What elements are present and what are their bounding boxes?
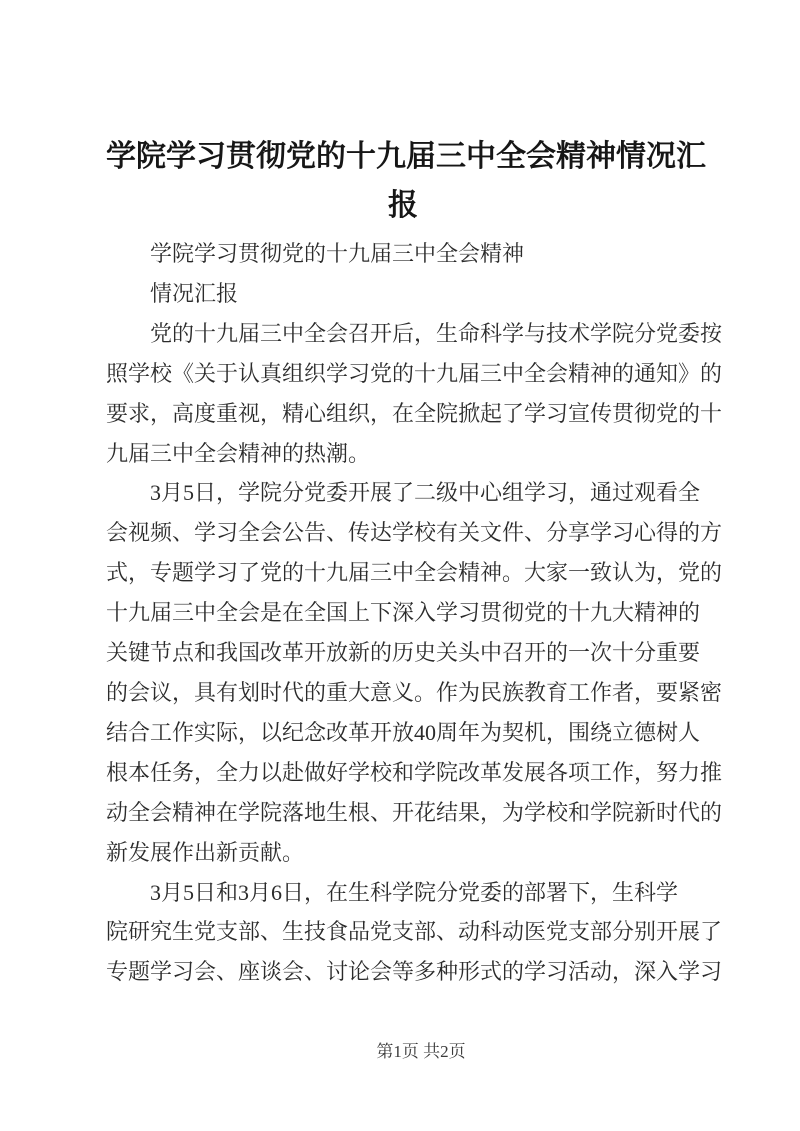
document-body xyxy=(106,234,723,992)
body-line: 式，专题学习了党的十九届三中全会精神。大家一致认为，党的 xyxy=(106,560,723,586)
document-content xyxy=(106,132,723,992)
body-line: 新发展作出新贡献。 xyxy=(106,839,305,865)
page-footer xyxy=(0,1042,800,1062)
body-line: 情况汇报 xyxy=(150,280,239,306)
body-line: 3月5日，学院分党委开展了二级中心组学习，通过观看全 xyxy=(150,480,701,506)
body-line: 的会议，具有划时代的重大意义。作为民族教育工作者，要紧密 xyxy=(106,679,723,705)
document-title-line-2: 报 xyxy=(388,189,418,222)
body-line: 九届三中全会精神的热潮。 xyxy=(106,440,371,466)
body-line: 关键节点和我国改革开放新的历史关头中召开的一次十分重要 xyxy=(106,640,701,666)
body-line: 3月5日和3月6日，在生科学院分党委的部署下，生科学 xyxy=(150,879,679,905)
body-line: 要求，高度重视，精心组织，在全院掀起了学习宣传贯彻党的十 xyxy=(106,400,723,426)
body-line: 照学校《关于认真组织学习党的十九届三中全会精神的通知》的 xyxy=(106,360,723,386)
body-line: 会视频、学习全会公告、传达学校有关文件、分享学习心得的方 xyxy=(106,520,723,546)
body-line: 十九届三中全会是在全国上下深入学习贯彻党的十九大精神的 xyxy=(106,600,701,626)
body-line: 结合工作实际，以纪念改革开放40周年为契机，围绕立德树人 xyxy=(106,719,701,745)
body-line: 党的十九届三中全会召开后，生命科学与技术学院分党委按 xyxy=(150,320,723,346)
body-line: 根本任务，全力以赴做好学校和学院改革发展各项工作，努力推 xyxy=(106,759,723,785)
body-line: 院研究生党支部、生技食品党支部、动科动医党支部分别开展了 xyxy=(106,919,723,945)
body-line: 学院学习贯彻党的十九届三中全会精神 xyxy=(150,241,525,266)
page-number-label: 第1页 共2页 xyxy=(376,1042,466,1061)
body-line: 专题学习会、座谈会、讨论会等多种形式的学习活动，深入学习 xyxy=(106,959,723,985)
document-title-line-1: 学院学习贯彻党的十九届三中全会精神情况汇 xyxy=(106,140,706,173)
body-line: 动全会精神在学院落地生根、开花结果，为学校和学院新时代的 xyxy=(106,799,723,825)
document-title xyxy=(106,132,706,230)
